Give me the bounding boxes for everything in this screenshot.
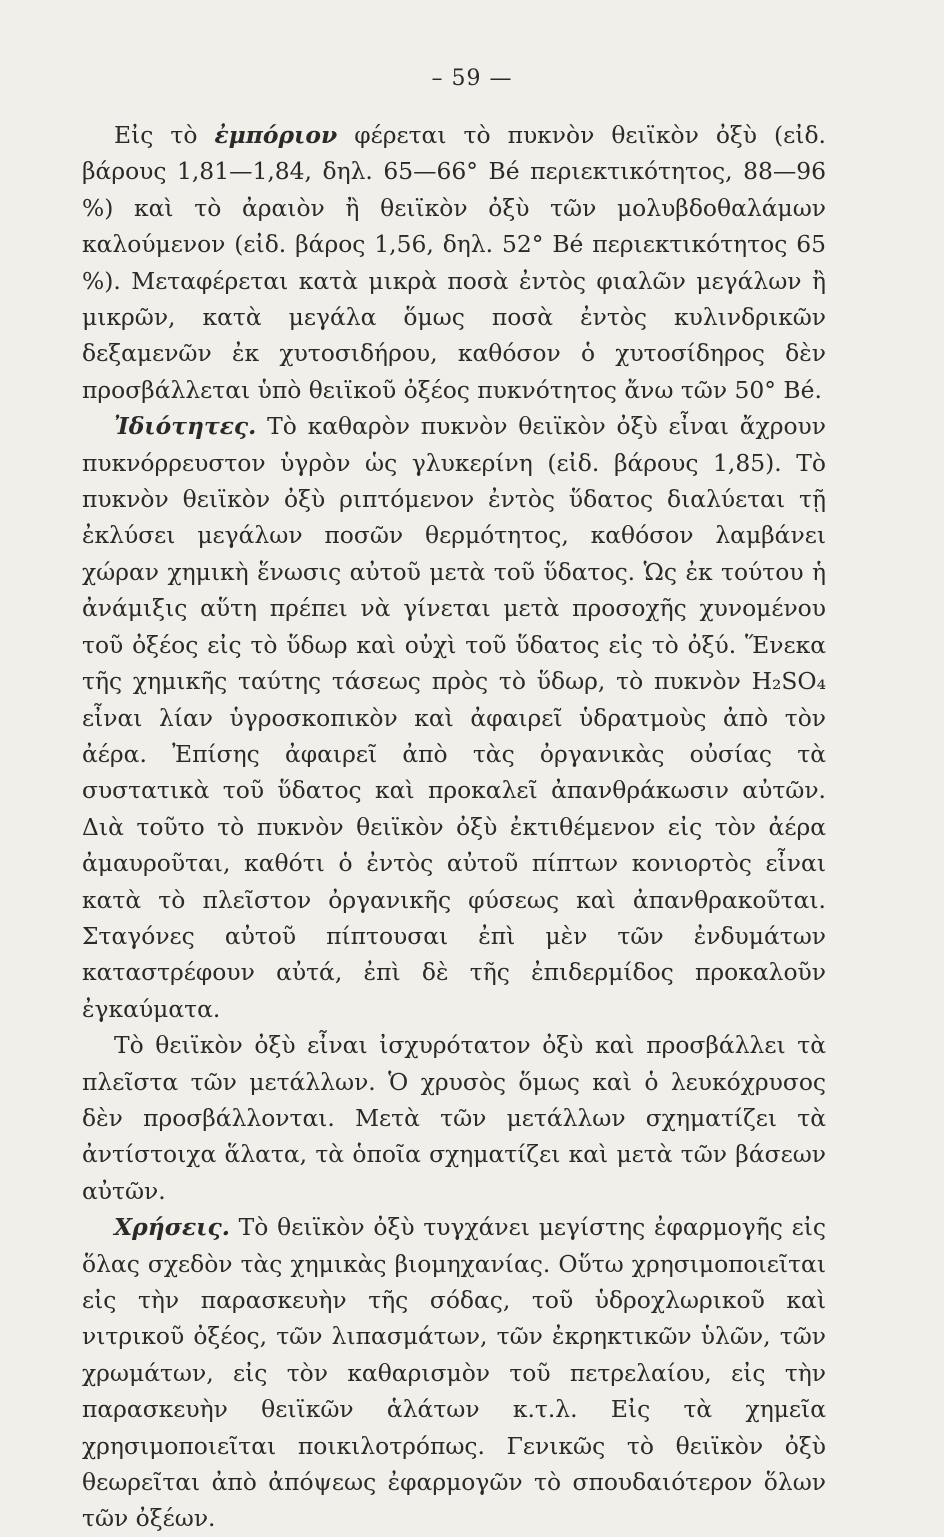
term-properties: Ἰδιότητες. [114, 412, 257, 441]
paragraph-text: Τὸ θειϊκὸν ὀξὺ εἶναι ἰσχυρότατον ὀξὺ καὶ προσβάλλει τὰ πλεῖστα τῶν μετάλλων. Ὁ χρυσὸς ὅμως καὶ ὁ λευκόχρυσος δὲν προσβάλλονται. Μετὰ τῶν μετάλλων σχηματίζει τὰ ἀντίστοιχα ἅλατα, τὰ ὁποῖα σχηματίζει καὶ μετὰ τῶν βάσεων αὐτῶν. [82, 1031, 826, 1205]
paragraph-uses [82, 1209, 826, 1537]
page-number: – 59 — [431, 66, 513, 91]
term-commerce: ἐμπόριον [214, 121, 338, 149]
paragraph-metals [82, 1027, 826, 1209]
paragraph-text: Τὸ θειϊκὸν ὀξὺ τυγχάνει μεγίστης ἐφαρμογῆς εἰς ὅλας σχεδὸν τὰς χημικὰς βιομηχανίας. Οὕτω χρησιμοποιεῖται εἰς τὴν παρασκευὴν τῆς σόδας, τοῦ ὑδροχλωρικοῦ καὶ νιτρικοῦ ὀξέος, τῶν λιπασμάτων, τῶν ἐκρηκτικῶν ὑλῶν, τῶν χρωμάτων, εἰς τὸν καθαρισμὸν τοῦ πετρελαίου, εἰς τὴν παρασκευὴν θειϊκῶν ἁλάτων κ.τ.λ. Εἰς τὰ χημεῖα χρησιμοποιεῖται ποικιλοτρόπως. Γενικῶς τὸ θειϊκὸν ὀξὺ θεωρεῖται ἀπὸ ἀπόψεως ἐφαρμογῶν τὸ σπουδαιότερον ὅλων τῶν ὀξέων. [82, 1213, 826, 1533]
term-uses: Χρήσεις. [114, 1213, 230, 1242]
paragraph-lead: Εἰς τὸ [114, 121, 215, 149]
paragraph-text: Τὸ καθαρὸν πυκνὸν θειϊκὸν ὀξὺ εἶναι ἄχρουν πυκνόρρευστον ὑγρὸν ὡς γλυκερίνη (εἰδ. βάρους 1,85). Τὸ πυκνὸν θειϊκὸν ὀξὺ ριπτόμενον ἐντὸς ὕδατος διαλύεται τῇ ἐκλύσει μεγάλων ποσῶν θερμότητος, καθόσον λαμβάνει χώραν χημικὴ ἕνωσις αὐτοῦ μετὰ τοῦ ὕδατος. Ὡς ἐκ τούτου ἡ ἀνάμιξις αὕτη πρέπει νὰ γίνεται μετὰ προσοχῆς χυνομένου τοῦ ὀξέος εἰς τὸ ὕδωρ καὶ οὐχὶ τοῦ ὕδατος εἰς τὸ ὀξύ. Ἕνεκα τῆς χημικῆς ταύτης τάσεως πρὸς τὸ ὕδωρ, τὸ πυκνὸν H₂SO₄ εἶναι λίαν ὑγροσκοπικὸν καὶ ἀφαιρεῖ ὑδρατμοὺς ἀπὸ τὸν ἀέρα. Ἐπίσης ἀφαιρεῖ ἀπὸ τὰς ὀργανικὰς οὐσίας τὰ συστατικὰ τοῦ ὕδατος καὶ προκαλεῖ ἀπανθράκωσιν αὐτῶν. Διὰ τοῦτο τὸ πυκνὸν θειϊκὸν ὀξὺ ἐκτιθέμενον εἰς τὸν ἀέρα ἀμαυροῦται, καθότι ὁ ἐντὸς αὐτοῦ πίπτων κονιορτὸς εἶναι κατὰ τὸ πλεῖστον ὀργανικῆς φύσεως καὶ ἀπανθρακοῦται. Σταγόνες αὐτοῦ πίπτουσαι ἐπὶ μὲν τῶν ἐνδυμάτων καταστρέφουν αὐτά, ἐπὶ δὲ τῆς ἐπιδερμίδος προκαλοῦν ἐγκαύματα. [82, 412, 826, 1023]
paragraph-text: φέρεται τὸ πυκνὸν θειϊκὸν ὀξὺ (εἰδ. βάρους 1,81—1,84, δηλ. 65—66° Bé περιεκτικότητος, 88—96 %) καὶ τὸ ἀραιὸν ἢ θειϊκὸν ὀξὺ τῶν μολυβδοθαλάμων καλούμενον (εἰδ. βάρος 1,56, δηλ. 52° Bé περιεκτικότητος 65 %). Μεταφέρεται κατὰ μικρὰ ποσὰ ἐντὸς φιαλῶν μεγάλων ἢ μικρῶν, κατὰ μεγάλα ὅμως ποσὰ ἐντὸς κυλινδρικῶν δεξαμενῶν ἐκ χυτοσιδήρου, καθόσον ὁ χυτοσίδηρος δὲν προσβάλλεται ὑπὸ θειϊκοῦ ὀξέος πυκνότητος ἄνω τῶν 50° Bé. [82, 121, 826, 404]
paragraph-properties [82, 408, 826, 1027]
paragraph-commerce [82, 117, 826, 408]
